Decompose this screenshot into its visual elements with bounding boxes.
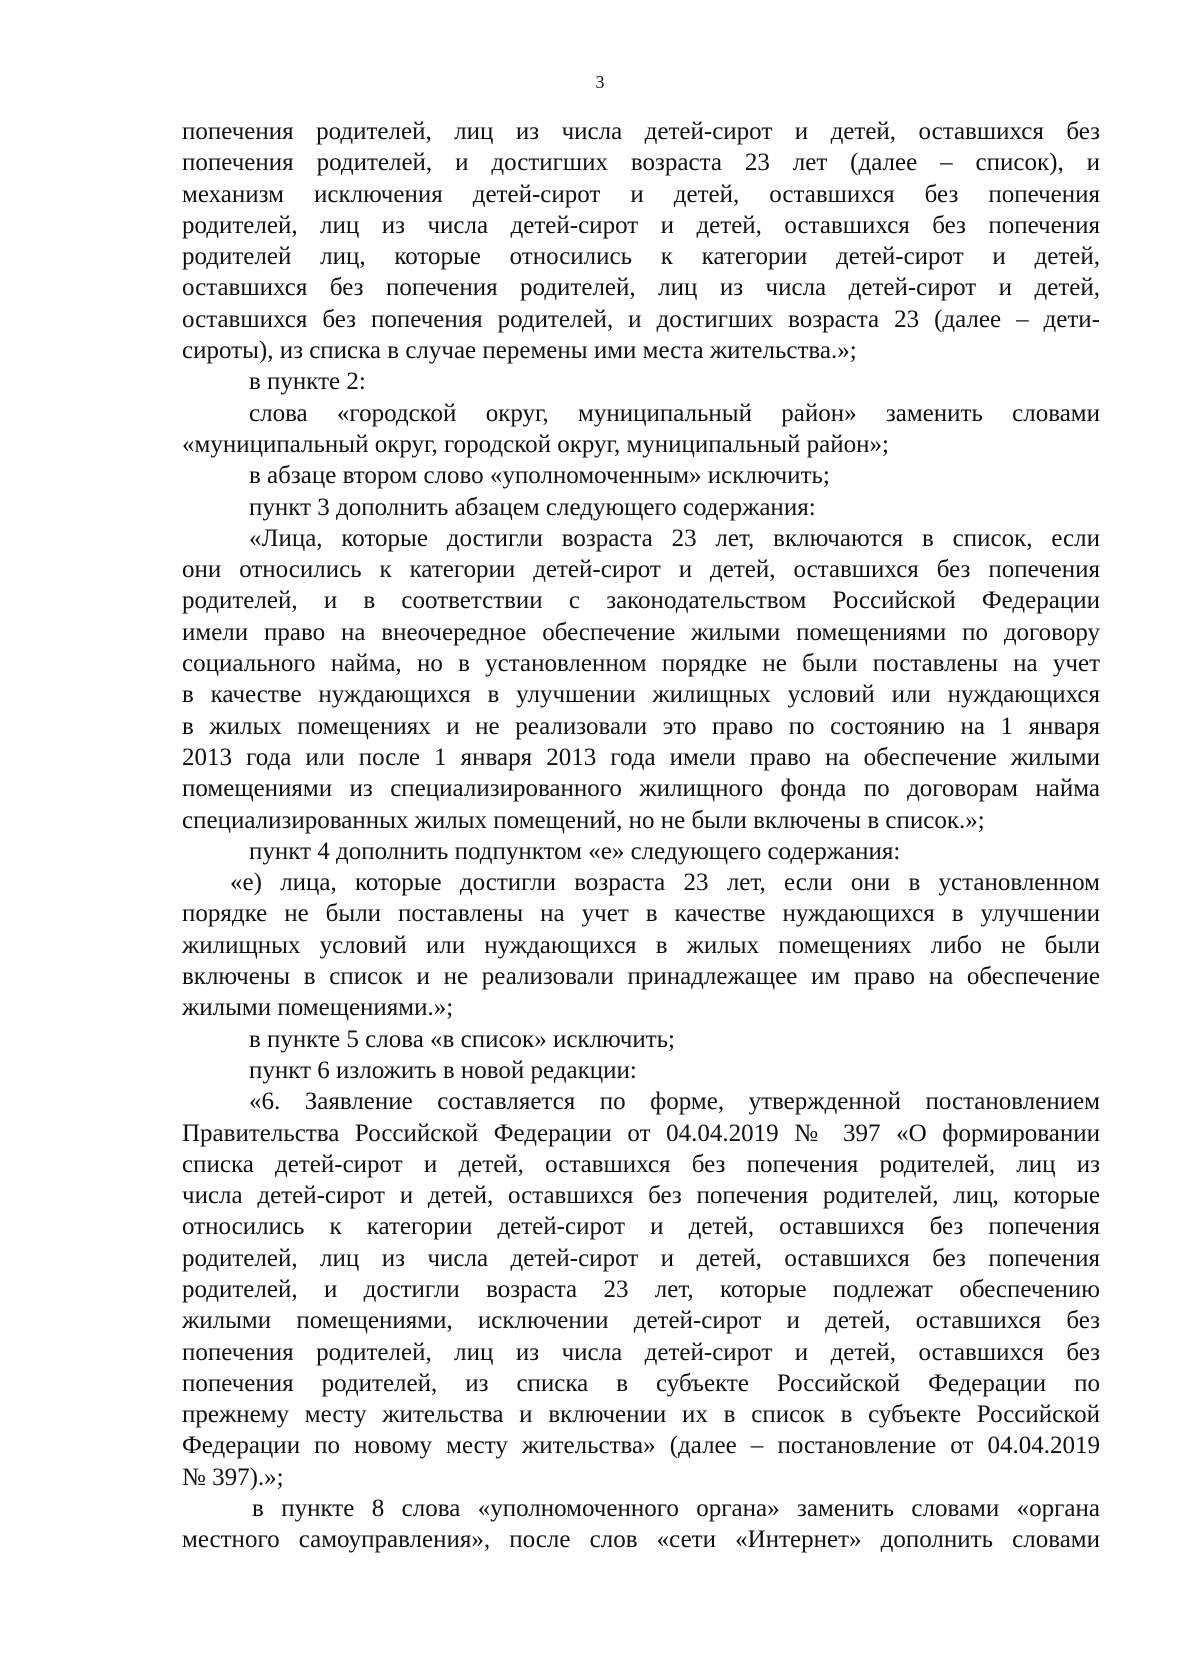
text-line: специализированных жилых помещений, но не были включены в список.»; [182,806,985,834]
text-line: Федерации по новому месту жительства» (далее – постановление от 04.04.2019 [182,1432,1100,1460]
text-line: в качестве нуждающихся в улучшении жилищных условий или нуждающихся [182,681,1100,709]
text-line: списка детей-сирот и детей, оставшихся без попечения родителей, лиц из [182,1150,1100,1178]
text-line: попечения родителей, из списка в субъекте Российской Федерации по [182,1369,1100,1397]
text-line: родителей, лиц из числа детей-сирот и детей, оставшихся без попечения [182,211,1100,239]
text-line: сироты), из списка в случае перемены ими места жительства.»; [182,337,857,365]
text-line: они относились к категории детей-сирот и детей, оставшихся без попечения [182,556,1100,584]
text-line: «Лица, которые достигли возраста 23 лет, включаются в список, если [249,524,1100,552]
text-line: жилищных условий или нуждающихся в жилых помещениях либо не были [182,931,1100,959]
page-number: 3 [595,72,605,92]
text-line: включены в список и не реализовали принадлежащее им право на обеспечение [182,963,1100,991]
document-body [182,116,1100,1556]
text-line: механизм исключения детей-сирот и детей, оставшихся без попечения [182,180,1100,208]
text-line: пункт 4 дополнить подпунктом «е» следующего содержания: [249,837,901,865]
text-line: попечения родителей, лиц из числа детей-сирот и детей, оставшихся без [182,1338,1100,1366]
text-line: числа детей-сирот и детей, оставшихся без попечения родителей, лиц, которые [182,1182,1100,1210]
text-line: в пункте 8 слова «уполномоченного органа» заменить словами «органа [252,1495,1100,1523]
text-line: родителей, и достигли возраста 23 лет, которые подлежат обеспечению [182,1275,1100,1303]
text-line: пункт 3 дополнить абзацем следующего содержания: [249,493,816,521]
text-line: прежнему месту жительства и включении их в список в субъекте Российской [182,1401,1100,1429]
text-line: оставшихся без попечения родителей, лиц из числа детей-сирот и детей, [182,274,1100,302]
text-line: родителей лиц, которые относились к категории детей-сирот и детей, [182,243,1100,271]
text-line: попечения родителей, и достигших возраста 23 лет (далее – список), и [182,149,1100,177]
text-line: Правительства Российской Федерации от 04.04.2019 № 397 «О формировании [182,1119,1100,1147]
text-line: в жилых помещениях и не реализовали это право по состоянию на 1 января [182,712,1100,740]
text-line: в пункте 5 слова «в список» исключить; [249,1025,675,1053]
text-line: 2013 года или после 1 января 2013 года имели право на обеспечение жилыми [182,743,1100,771]
text-line: помещениями из специализированного жилищного фонда по договорам найма [182,775,1100,803]
text-line: слова «городской округ, муниципальный район» заменить словами [249,399,1100,427]
text-line: порядке не были поставлены на учет в качестве нуждающихся в улучшении [182,900,1100,928]
text-line: «6. Заявление составляется по форме, утвержденной постановлением [249,1088,1100,1116]
text-line: в пункте 2: [249,368,366,396]
text-line: «е) лица, которые достигли возраста 23 лет, если они в установленном [230,869,1100,897]
text-line: социального найма, но в установленном порядке не были поставлены на учет [182,650,1100,678]
text-line: жилыми помещениями, исключении детей-сирот и детей, оставшихся без [182,1307,1100,1335]
text-line: в абзаце втором слово «уполномоченным» исключить; [249,462,830,490]
text-line: № 397).»; [182,1463,284,1491]
text-line: местного самоуправления», после слов «сети «Интернет» дополнить словами [182,1526,1100,1554]
text-line: пункт 6 изложить в новой редакции: [249,1056,637,1084]
text-line: родителей, лиц из числа детей-сирот и детей, оставшихся без попечения [182,1244,1100,1272]
text-line: «муниципальный округ, городской округ, муниципальный район»; [182,430,889,458]
text-line: имели право на внеочередное обеспечение жилыми помещениями по договору [182,618,1100,646]
text-line: оставшихся без попечения родителей, и достигших возраста 23 (далее – дети- [182,305,1100,333]
text-line: родителей, и в соответствии с законодательством Российской Федерации [182,587,1100,615]
text-line: жилыми помещениями.»; [182,994,454,1022]
text-line: попечения родителей, лиц из числа детей-сирот и детей, оставшихся без [182,118,1100,145]
text-line: относились к категории детей-сирот и детей, оставшихся без попечения [182,1213,1100,1241]
